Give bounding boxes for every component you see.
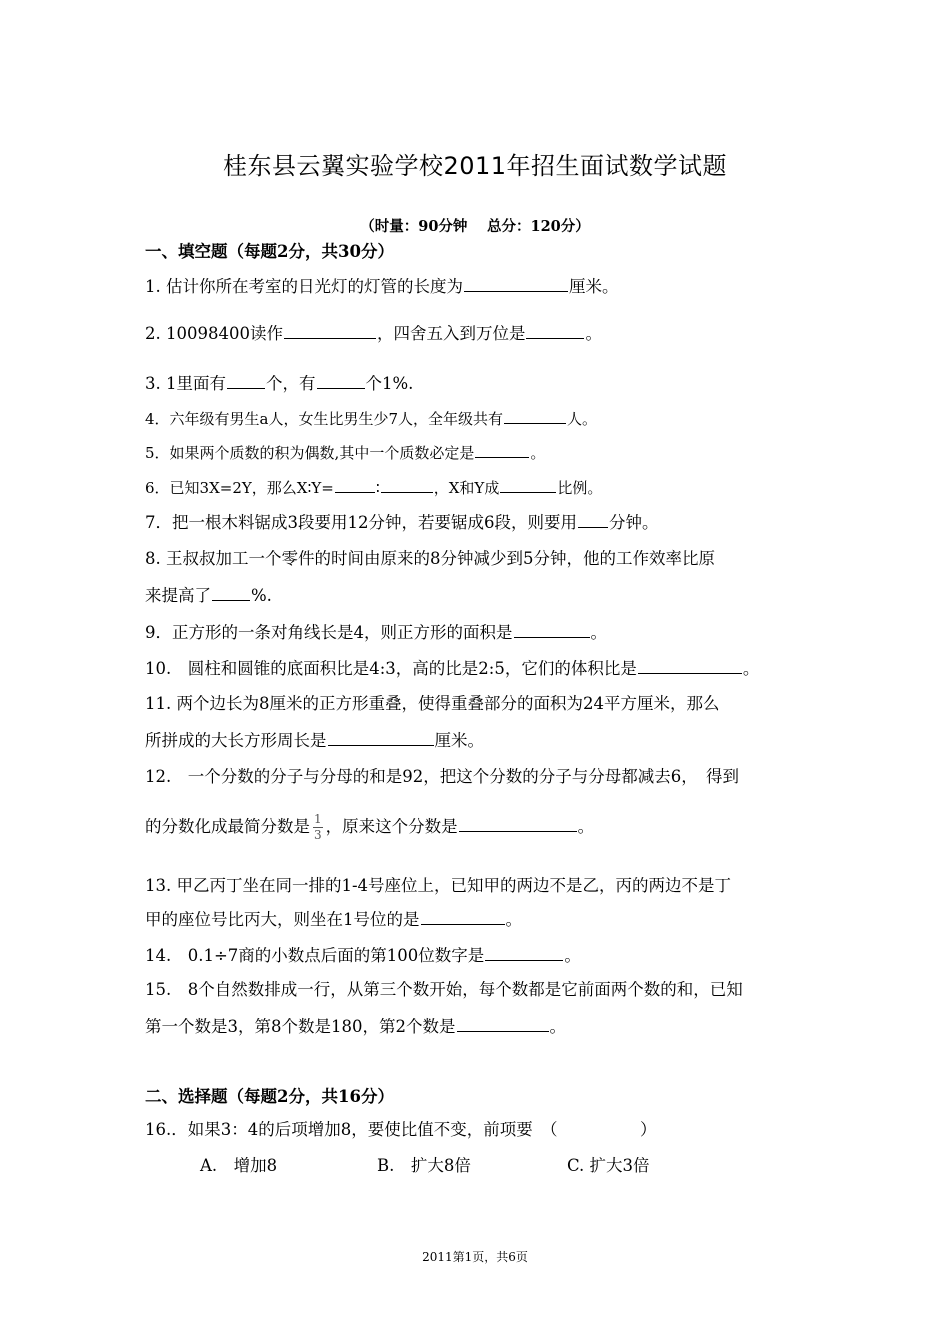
question-5: 5．如果两个质数的积为偶数,其中一个质数必定是 。 xyxy=(145,441,545,463)
question-11-cont: 所拼成的大长方形周长是 厘米。 xyxy=(145,731,484,750)
answer-blank[interactable] xyxy=(335,476,375,493)
question-9: 9．正方形的一条对角线长是4，则正方形的面积是 。 xyxy=(145,623,607,642)
question-12-cont: 的分数化成最简分数是 $\frac{1}{3}$ ，原来这个分数是 。 xyxy=(145,812,595,842)
question-4: 4．六年级有男生a人，女生比男生少7人，全年级共有 人。 xyxy=(145,407,597,429)
answer-blank[interactable] xyxy=(212,584,250,601)
question-15-cont: 第一个数是3，第8个数是180，第2个数是 。 xyxy=(145,1017,566,1036)
answer-blank[interactable] xyxy=(328,729,434,746)
answer-blank[interactable] xyxy=(457,1015,549,1032)
answer-blank[interactable] xyxy=(500,476,556,493)
question-1: 1. 估计你所在考室的日光灯的灯管的长度为 厘米。 xyxy=(145,277,619,296)
section2-heading: 二、选择题（每题2分，共16分） xyxy=(145,1087,394,1106)
page-title: 桂东县云翼实验学校2011年招生面试数学试题 xyxy=(222,152,728,180)
answer-blank[interactable] xyxy=(475,441,529,458)
question-8: 8. 王叔叔加工一个零件的时间由原来的8分钟减少到5分钟，他的工作效率比原 xyxy=(145,549,715,568)
answer-blank[interactable] xyxy=(381,476,433,493)
answer-blank[interactable] xyxy=(464,275,568,292)
answer-blank[interactable] xyxy=(526,322,584,339)
question-6: 6．已知3X=2Y，那么X∶Y= ∶ ，X和Y成 比例。 xyxy=(145,476,602,498)
answer-blank[interactable] xyxy=(638,657,742,674)
answer-blank[interactable] xyxy=(227,372,265,389)
question-2: 2. 10098400读作 ，四舍五入到万位是 。 xyxy=(145,324,602,343)
question-13: 13. 甲乙丙丁坐在同一排的1-4号座位上，已知甲的两边不是乙，丙的两边不是丁 xyxy=(145,876,732,895)
question-11: 11. 两个边长为8厘米的正方形重叠，使得重叠部分的面积为24平方厘米，那么 xyxy=(145,694,720,713)
section1-heading: 一、填空题（每题2分，共30分） xyxy=(145,242,394,261)
exam-info: （时量：90分钟 总分：120分） xyxy=(360,218,590,235)
question-7: 7．把一根木料锯成3段要用12分钟，若要锯成6段，则要用 分钟。 xyxy=(145,513,659,532)
option-a[interactable]: A. 增加8 xyxy=(200,1156,278,1175)
question-8-cont: 来提高了 %. xyxy=(145,586,272,605)
answer-blank[interactable] xyxy=(514,621,590,638)
option-c[interactable]: C. 扩大3倍 xyxy=(567,1156,650,1175)
answer-blank[interactable] xyxy=(578,511,608,528)
question-12: 12. 一个分数的分子与分母的和是92，把这个分数的分子与分母都减去6， 得到 xyxy=(145,767,739,786)
question-14: 14. 0.1÷7商的小数点后面的第100位数字是 。 xyxy=(145,946,581,965)
answer-blank[interactable] xyxy=(485,944,563,961)
question-15: 15. 8个自然数排成一行，从第三个数开始，每个数都是它前面两个数的和，已知 xyxy=(145,980,743,999)
option-b[interactable]: B. 扩大8倍 xyxy=(377,1156,471,1175)
answer-blank[interactable] xyxy=(284,322,376,339)
question-3: 3. 1里面有 个，有 个1%. xyxy=(145,374,414,393)
question-10: 10. 圆柱和圆锥的底面积比是4:3，高的比是2:5，它们的体积比是 。 xyxy=(145,659,760,678)
question-16: 16.．如果3：4的后项增加8，要使比值不变，前项要 （ ） xyxy=(145,1120,657,1139)
answer-blank[interactable] xyxy=(459,815,577,832)
answer-blank[interactable] xyxy=(317,372,365,389)
answer-blank[interactable] xyxy=(504,407,566,424)
answer-blank[interactable] xyxy=(421,908,505,925)
question-13-cont: 甲的座位号比丙大，则坐在1号位的是 。 xyxy=(145,910,522,929)
page-footer: 2011第1页，共6页 xyxy=(422,1250,528,1264)
fraction: $\frac{1}{3}$ xyxy=(314,812,322,842)
